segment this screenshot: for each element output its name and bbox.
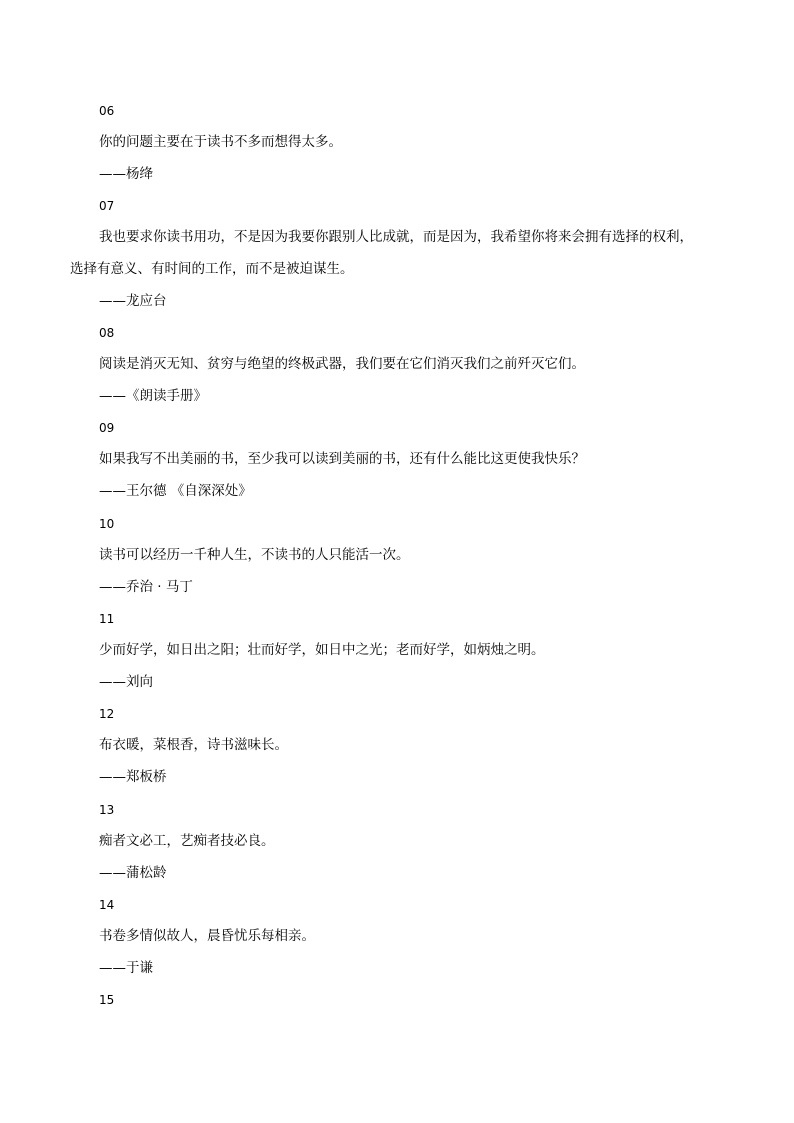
quote-text: 书卷多情似故人，晨昏忧乐每相亲。	[99, 928, 315, 944]
quote-author: ——于谦	[99, 960, 153, 976]
quote-author: ——王尔德 《自深深处》	[99, 483, 252, 499]
entry-number: 12	[99, 707, 115, 721]
quote-author: ——龙应台	[99, 293, 167, 309]
entry-number: 11	[99, 612, 115, 626]
quote-text: 少而好学，如日出之阳；壮而好学，如日中之光；老而好学，如炳烛之明。	[99, 642, 545, 658]
entry-number: 09	[99, 421, 115, 435]
entry-number: 13	[99, 803, 115, 817]
quote-author: ——刘向	[99, 674, 153, 690]
entry-number: 07	[99, 199, 115, 213]
quote-author: ——杨绛	[99, 166, 153, 182]
quote-text: 布衣暖，菜根香，诗书滋味长。	[99, 737, 288, 753]
entry-number: 08	[99, 326, 115, 340]
quote-text: 读书可以经历一千种人生，不读书的人只能活一次。	[99, 547, 410, 563]
quote-author: ——蒲松龄	[99, 865, 167, 881]
quote-text-continuation: 选择有意义、有时间的工作，而不是被迫谋生。	[70, 261, 354, 277]
quote-text: 如果我写不出美丽的书，至少我可以读到美丽的书，还有什么能比这更使我快乐？	[99, 451, 585, 467]
entry-number: 14	[99, 898, 115, 912]
quote-author: ——郑板桥	[99, 769, 167, 785]
quote-author: ——《朗读手册》	[99, 388, 207, 404]
quote-author: ——乔治 · 马丁	[99, 579, 193, 595]
quote-text: 你的问题主要在于读书不多而想得太多。	[99, 134, 342, 150]
quote-text: 阅读是消灭无知、贫穷与绝望的终极武器，我们要在它们消灭我们之前歼灭它们。	[99, 356, 585, 372]
entry-number: 06	[99, 104, 115, 118]
entry-number: 10	[99, 517, 115, 531]
quote-text: 痴者文必工，艺痴者技必良。	[99, 833, 275, 849]
entry-number: 15	[99, 993, 115, 1007]
quote-text: 我也要求你读书用功，不是因为我要你跟别人比成就，而是因为，我希望你将来会拥有选择的权利，	[99, 229, 693, 245]
